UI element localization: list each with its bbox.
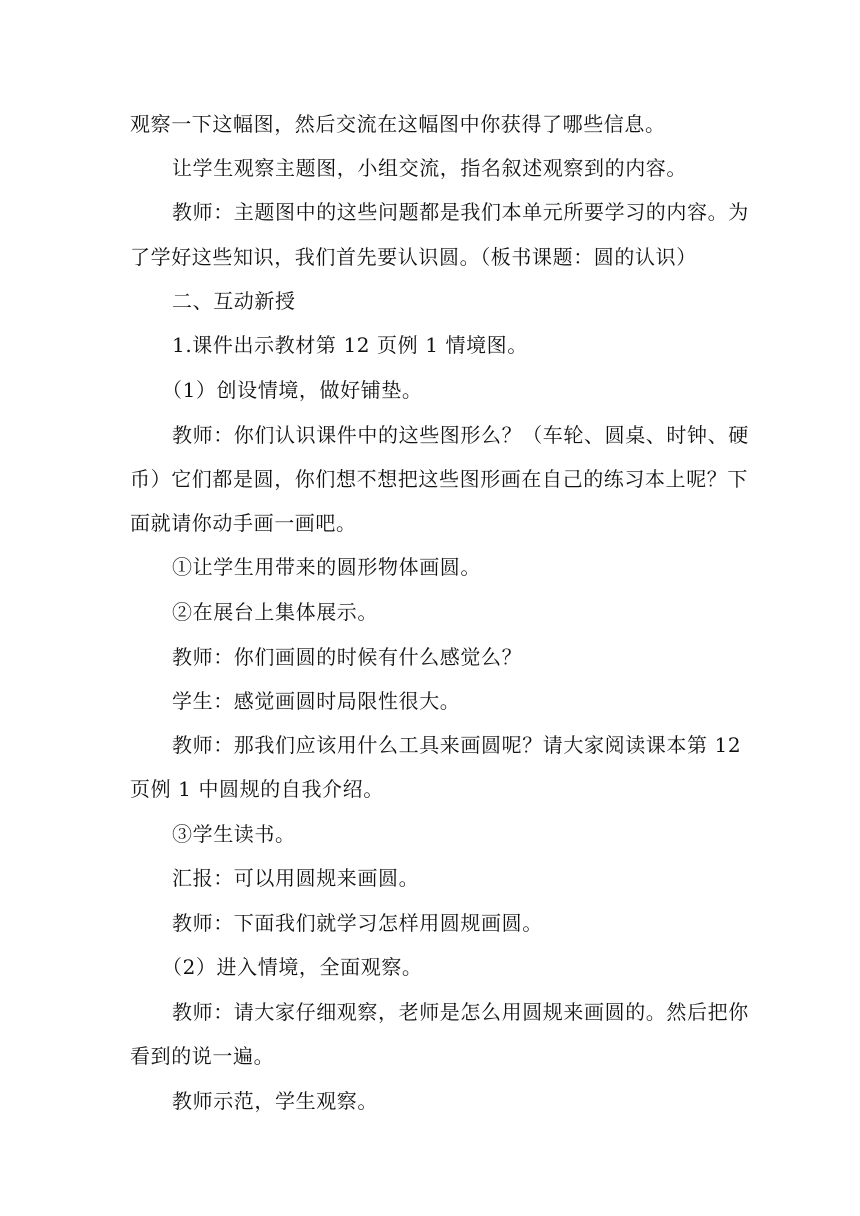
text-line-21: 教师：请大家仔细观察，老师是怎么用圆规来画圆的。然后把你 — [172, 1000, 749, 1024]
subsection-heading-2: （2）进入情境，全面观察。 — [162, 955, 423, 979]
text-line-16: 页例 1 中圆规的自我介绍。 — [130, 777, 384, 801]
text-line-22: 看到的说一遍。 — [130, 1044, 275, 1068]
text-line-8: 教师：你们认识课件中的这些图形么？（车轮、圆桌、时钟、硬 — [172, 423, 749, 447]
text-line-18: 汇报：可以用圆规来画圆。 — [172, 866, 420, 890]
text-line-14: 学生：感觉画圆时局限性很大。 — [172, 689, 461, 713]
text-line-3: 教师：主题图中的这些问题都是我们本单元所要学习的内容。为 — [172, 200, 749, 224]
text-line-4: 了学好这些知识，我们首先要认识圆。（板书课题：圆的认识） — [130, 245, 697, 269]
text-line-13: 教师：你们画圆的时候有什么感觉么？ — [172, 645, 523, 669]
text-line-10: 面就请你动手画一画吧。 — [130, 511, 357, 535]
text-line-12: ②在展台上集体展示。 — [172, 600, 378, 624]
text-line-6: 1.课件出示教材第 12 页例 1 情境图。 — [172, 333, 528, 357]
text-line-11: ①让学生用带来的圆形物体画圆。 — [172, 555, 481, 579]
text-line-23: 教师示范，学生观察。 — [172, 1089, 378, 1113]
section-heading: 二、互动新授 — [172, 289, 296, 313]
text-line-17: ③学生读书。 — [172, 822, 296, 846]
text-line-9: 币）它们都是圆，你们想不想把这些图形画在自己的练习本上呢？下 — [130, 467, 748, 491]
text-line-2: 让学生观察主题图，小组交流，指名叙述观察到的内容。 — [172, 156, 687, 180]
text-line-19: 教师：下面我们就学习怎样用圆规画圆。 — [172, 911, 543, 935]
text-line-1: 观察一下这幅图，然后交流在这幅图中你获得了哪些信息。 — [130, 112, 666, 136]
text-line-15: 教师：那我们应该用什么工具来画圆呢？请大家阅读课本第 12 — [172, 733, 742, 757]
subsection-heading-1: （1）创设情境，做好铺垫。 — [162, 378, 423, 402]
